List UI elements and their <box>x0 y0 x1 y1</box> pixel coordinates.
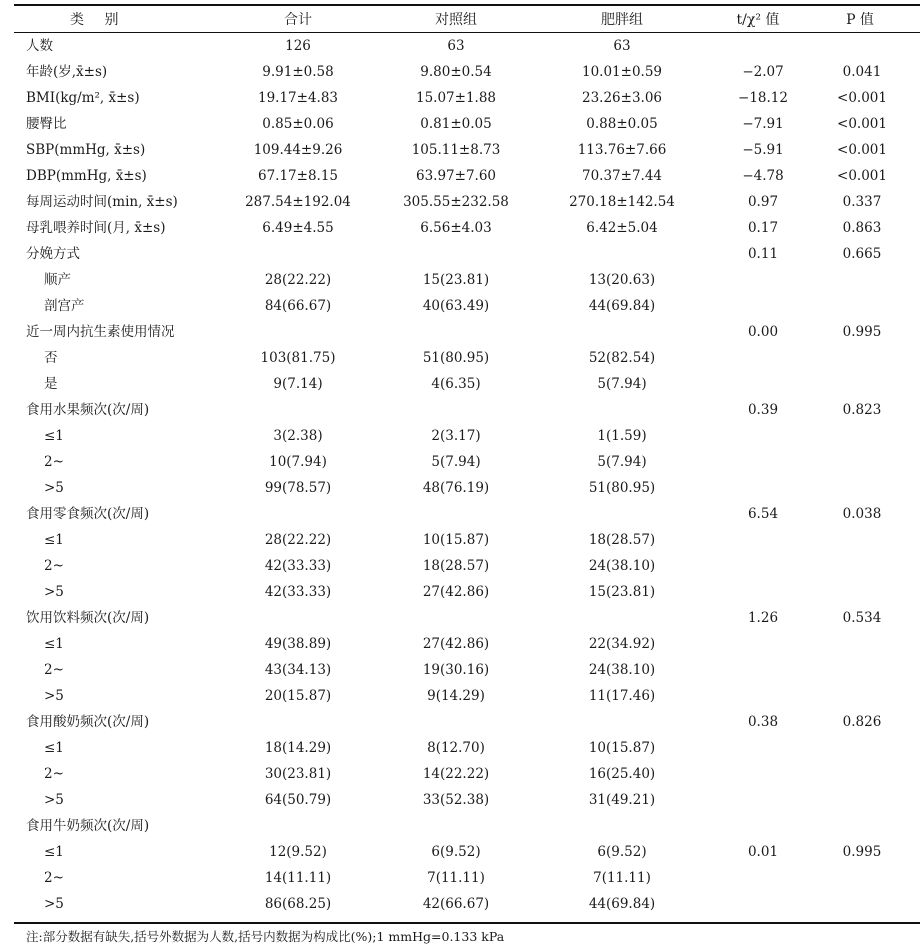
cell-total: 14(11.11) <box>264 870 332 886</box>
cell-obese <box>552 397 692 423</box>
cell-total: 287.54±192.04 <box>245 194 351 210</box>
cell-control: 40(63.49) <box>422 298 490 314</box>
cell-p-value: 0.041 <box>842 64 882 80</box>
cell-control: 2(3.17) <box>431 428 481 444</box>
cell-p-value <box>812 813 912 839</box>
cell-t-chi: 0.00 <box>747 324 779 340</box>
row-label: SBP(mmHg, x̄±s) <box>26 142 146 158</box>
cell-p-value <box>812 293 912 319</box>
cell-control: 18(28.57) <box>422 558 490 574</box>
row-label: BMI(kg/m², x̄±s) <box>26 90 140 106</box>
row-label: 2~ <box>44 870 64 886</box>
cell-p-value <box>812 475 912 501</box>
cell-obese: 10(15.87) <box>588 740 656 756</box>
cell-p-value <box>812 761 912 787</box>
cell-p-value: <0.001 <box>837 142 887 158</box>
cell-total: 9.91±0.58 <box>262 64 334 80</box>
table-row <box>0 709 922 735</box>
cell-control: 15.07±1.88 <box>415 90 497 106</box>
table-row <box>0 423 922 449</box>
cell-control <box>386 605 526 631</box>
cell-control <box>386 241 526 267</box>
cell-total: 12(9.52) <box>269 844 327 860</box>
table-row <box>0 631 922 657</box>
cell-obese <box>552 813 692 839</box>
cell-total <box>228 813 368 839</box>
cell-t-chi <box>708 33 818 59</box>
table-row <box>0 813 922 839</box>
cell-p-value <box>812 449 912 475</box>
cell-p-value <box>812 735 912 761</box>
cell-p-value: <0.001 <box>837 90 887 106</box>
table-row <box>0 345 922 371</box>
cell-total <box>228 241 368 267</box>
cell-p-value <box>812 33 912 59</box>
cell-obese <box>552 709 692 735</box>
cell-obese <box>552 605 692 631</box>
cell-control <box>386 319 526 345</box>
cell-t-chi <box>708 735 818 761</box>
cell-t-chi: −18.12 <box>738 90 788 106</box>
cell-total: 109.44±9.26 <box>253 142 343 158</box>
cell-obese: 51(80.95) <box>588 480 656 496</box>
cell-t-chi <box>708 449 818 475</box>
cell-p-value: 0.665 <box>842 246 882 262</box>
cell-control: 51(80.95) <box>422 350 490 366</box>
row-label: 腰臀比 <box>26 116 67 132</box>
table-row <box>0 527 922 553</box>
cell-control: 19(30.16) <box>422 662 490 678</box>
cell-p-value: 0.863 <box>842 220 882 236</box>
cell-obese: 1(1.59) <box>597 428 647 444</box>
cell-total: 67.17±8.15 <box>257 168 339 184</box>
cell-t-chi: −5.91 <box>742 142 784 158</box>
cell-control: 5(7.94) <box>431 454 481 470</box>
cell-t-chi <box>708 813 818 839</box>
cell-total: 28(22.22) <box>264 272 332 288</box>
cell-obese: 5(7.94) <box>597 376 647 392</box>
table-row <box>0 397 922 423</box>
cell-t-chi: −7.91 <box>742 116 784 132</box>
cell-total: 18(14.29) <box>264 740 332 756</box>
cell-total: 42(33.33) <box>264 558 332 574</box>
cell-total: 10(7.94) <box>269 454 327 470</box>
row-label: 母乳喂养时间(月, x̄±s) <box>26 220 166 236</box>
cell-t-chi: −2.07 <box>742 64 784 80</box>
row-label: 食用牛奶频次(次/周) <box>26 818 150 834</box>
cell-total: 84(66.67) <box>264 298 332 314</box>
cell-t-chi: 0.38 <box>747 714 779 730</box>
cell-total: 103(81.75) <box>260 350 336 366</box>
cell-obese: 5(7.94) <box>597 454 647 470</box>
cell-t-chi <box>708 761 818 787</box>
cell-total: 30(23.81) <box>264 766 332 782</box>
cell-obese: 15(23.81) <box>588 584 656 600</box>
cell-t-chi <box>708 371 818 397</box>
cell-total <box>228 605 368 631</box>
cell-p-value <box>812 527 912 553</box>
row-label: 2~ <box>44 766 64 782</box>
row-label: 近一周内抗生素使用情况 <box>26 324 175 340</box>
cell-obese: 113.76±7.66 <box>577 142 667 158</box>
cell-t-chi <box>708 423 818 449</box>
header-t-chi: t/χ² 值 <box>736 12 780 28</box>
table-row <box>0 449 922 475</box>
row-label: 是 <box>44 376 58 392</box>
table-row <box>0 163 922 189</box>
table-row <box>0 319 922 345</box>
cell-control <box>386 397 526 423</box>
table-row <box>0 189 922 215</box>
row-label: 2~ <box>44 662 64 678</box>
cell-control: 6(9.52) <box>431 844 481 860</box>
cell-t-chi <box>708 475 818 501</box>
cell-t-chi <box>708 683 818 709</box>
cell-p-value <box>812 787 912 813</box>
cell-p-value <box>812 267 912 293</box>
row-label: ≤1 <box>44 636 64 652</box>
cell-obese: 6(9.52) <box>597 844 647 860</box>
cell-p-value: 0.995 <box>842 844 882 860</box>
cell-control <box>386 813 526 839</box>
row-label: >5 <box>44 792 64 808</box>
cell-p-value: 0.995 <box>842 324 882 340</box>
cell-p-value <box>812 865 912 891</box>
table-row <box>0 891 922 917</box>
header-obese: 肥胖组 <box>601 12 643 28</box>
cell-control: 14(22.22) <box>422 766 490 782</box>
cell-total: 49(38.89) <box>264 636 332 652</box>
table-row <box>0 735 922 761</box>
cell-obese: 6.42±5.04 <box>586 220 658 236</box>
row-label: DBP(mmHg, x̄±s) <box>26 168 147 184</box>
table-row <box>0 85 922 111</box>
cell-total: 20(15.87) <box>264 688 332 704</box>
cell-control: 48(76.19) <box>422 480 490 496</box>
table-row <box>0 683 922 709</box>
row-label: 食用酸奶频次(次/周) <box>26 714 150 730</box>
cell-t-chi: 0.97 <box>747 194 779 210</box>
cell-t-chi <box>708 527 818 553</box>
cell-t-chi <box>708 865 818 891</box>
cell-t-chi <box>708 553 818 579</box>
cell-control: 4(6.35) <box>431 376 481 392</box>
row-label: >5 <box>44 584 64 600</box>
cell-p-value <box>812 683 912 709</box>
table-row <box>0 605 922 631</box>
cell-p-value <box>812 371 912 397</box>
cell-total: 6.49±4.55 <box>262 220 334 236</box>
cell-t-chi: 0.11 <box>747 246 779 262</box>
cell-total: 126 <box>285 38 311 54</box>
cell-control: 305.55±232.58 <box>403 194 509 210</box>
row-label: 年龄(岁,x̄±s) <box>26 64 108 80</box>
cell-obese: 16(25.40) <box>588 766 656 782</box>
row-label: >5 <box>44 896 64 912</box>
cell-t-chi <box>708 657 818 683</box>
cell-obese: 70.37±7.44 <box>581 168 663 184</box>
row-label: ≤1 <box>44 532 64 548</box>
row-label: 剖宫产 <box>44 298 85 314</box>
cell-t-chi: 0.39 <box>747 402 779 418</box>
cell-obese: 23.26±3.06 <box>581 90 663 106</box>
bottom-rule <box>14 922 920 924</box>
row-label: 顺产 <box>44 272 71 288</box>
cell-total <box>228 319 368 345</box>
cell-obese: 11(17.46) <box>588 688 656 704</box>
cell-obese: 18(28.57) <box>588 532 656 548</box>
cell-obese: 0.88±0.05 <box>586 116 658 132</box>
table-note: 注:部分数据有缺失,括号外数据为人数,括号内数据为构成比(%);1 mmHg=0.133 kPa <box>26 929 505 944</box>
row-label: 每周运动时间(min, x̄±s) <box>26 194 178 210</box>
cell-total: 99(78.57) <box>264 480 332 496</box>
header-control: 对照组 <box>435 12 477 28</box>
cell-p-value: <0.001 <box>837 168 887 184</box>
cell-t-chi: 1.26 <box>747 610 779 626</box>
table-row <box>0 475 922 501</box>
cell-control: 10(15.87) <box>422 532 490 548</box>
cell-p-value <box>812 631 912 657</box>
cell-p-value <box>812 579 912 605</box>
cell-control: 27(42.86) <box>422 636 490 652</box>
cell-t-chi <box>708 345 818 371</box>
cell-t-chi <box>708 631 818 657</box>
cell-control: 7(11.11) <box>427 870 485 886</box>
cell-control: 63 <box>447 38 465 54</box>
cell-control <box>386 501 526 527</box>
cell-obese <box>552 241 692 267</box>
cell-obese <box>552 501 692 527</box>
table-row <box>0 215 922 241</box>
table-row <box>0 137 922 163</box>
table-row <box>0 371 922 397</box>
cell-control: 27(42.86) <box>422 584 490 600</box>
cell-total: 28(22.22) <box>264 532 332 548</box>
cell-p-value: 0.826 <box>842 714 882 730</box>
table-row <box>0 865 922 891</box>
cell-obese <box>552 319 692 345</box>
header-category: 类 别 <box>70 12 127 28</box>
table-row <box>0 553 922 579</box>
cell-p-value <box>812 553 912 579</box>
cell-control: 105.11±8.73 <box>411 142 501 158</box>
cell-p-value <box>812 423 912 449</box>
cell-t-chi: 6.54 <box>747 506 779 522</box>
cell-p-value <box>812 657 912 683</box>
cell-total: 86(68.25) <box>264 896 332 912</box>
cell-total: 3(2.38) <box>273 428 323 444</box>
cell-total: 9(7.14) <box>273 376 323 392</box>
cell-total: 0.85±0.06 <box>262 116 334 132</box>
cell-t-chi <box>708 579 818 605</box>
table-row <box>0 33 922 59</box>
cell-total: 64(50.79) <box>264 792 332 808</box>
cell-obese: 31(49.21) <box>588 792 656 808</box>
row-label: 人数 <box>26 38 53 54</box>
cell-total <box>228 709 368 735</box>
cell-t-chi: 0.01 <box>747 844 779 860</box>
cell-total <box>228 501 368 527</box>
cell-obese: 270.18±142.54 <box>569 194 675 210</box>
header-p: P 值 <box>846 12 874 28</box>
cell-obese: 44(69.84) <box>588 896 656 912</box>
table-row <box>0 267 922 293</box>
cell-t-chi: −4.78 <box>742 168 784 184</box>
row-label: ≤1 <box>44 844 64 860</box>
cell-obese: 10.01±0.59 <box>581 64 663 80</box>
table-row <box>0 293 922 319</box>
cell-control: 33(52.38) <box>422 792 490 808</box>
table-row <box>0 59 922 85</box>
row-label: 2~ <box>44 558 64 574</box>
table-row <box>0 501 922 527</box>
cell-control <box>386 709 526 735</box>
table-body <box>0 33 922 917</box>
cell-t-chi <box>708 787 818 813</box>
table-row <box>0 839 922 865</box>
cell-obese: 24(38.10) <box>588 662 656 678</box>
row-label: >5 <box>44 480 64 496</box>
cell-t-chi <box>708 891 818 917</box>
cell-obese: 44(69.84) <box>588 298 656 314</box>
cell-control: 0.81±0.05 <box>420 116 492 132</box>
table-row <box>0 241 922 267</box>
row-label: 2~ <box>44 454 64 470</box>
cell-obese: 63 <box>613 38 631 54</box>
cell-p-value <box>812 345 912 371</box>
cell-control: 6.56±4.03 <box>420 220 492 236</box>
cell-control: 63.97±7.60 <box>415 168 497 184</box>
cell-control: 8(12.70) <box>427 740 485 756</box>
cell-t-chi: 0.17 <box>747 220 779 236</box>
row-label: 饮用饮料频次(次/周) <box>26 610 150 626</box>
cell-control: 15(23.81) <box>422 272 490 288</box>
row-label: 食用零食频次(次/周) <box>26 506 150 522</box>
cell-obese: 7(11.11) <box>593 870 651 886</box>
cell-obese: 52(82.54) <box>588 350 656 366</box>
cell-control: 9(14.29) <box>427 688 485 704</box>
row-label: ≤1 <box>44 428 64 444</box>
cell-t-chi <box>708 267 818 293</box>
cell-total: 43(34.13) <box>264 662 332 678</box>
table-row <box>0 657 922 683</box>
cell-p-value: <0.001 <box>837 116 887 132</box>
cell-p-value: 0.823 <box>842 402 882 418</box>
cell-control: 9.80±0.54 <box>420 64 492 80</box>
cell-obese: 22(34.92) <box>588 636 656 652</box>
table-row <box>0 579 922 605</box>
cell-control: 42(66.67) <box>422 896 490 912</box>
row-label: ≤1 <box>44 740 64 756</box>
cell-t-chi <box>708 293 818 319</box>
cell-p-value <box>812 891 912 917</box>
cell-total: 42(33.33) <box>264 584 332 600</box>
row-label: 食用水果频次(次/周) <box>26 402 150 418</box>
table-row <box>0 787 922 813</box>
cell-p-value: 0.038 <box>842 506 882 522</box>
row-label: 否 <box>44 350 58 366</box>
cell-p-value: 0.534 <box>842 610 882 626</box>
header-total: 合计 <box>284 12 312 28</box>
row-label: 分娩方式 <box>26 246 80 262</box>
row-label: >5 <box>44 688 64 704</box>
cell-total <box>228 397 368 423</box>
cell-total: 19.17±4.83 <box>257 90 339 106</box>
table-row <box>0 761 922 787</box>
cell-obese: 24(38.10) <box>588 558 656 574</box>
table-row <box>0 111 922 137</box>
cell-p-value: 0.337 <box>842 194 882 210</box>
cell-obese: 13(20.63) <box>588 272 656 288</box>
